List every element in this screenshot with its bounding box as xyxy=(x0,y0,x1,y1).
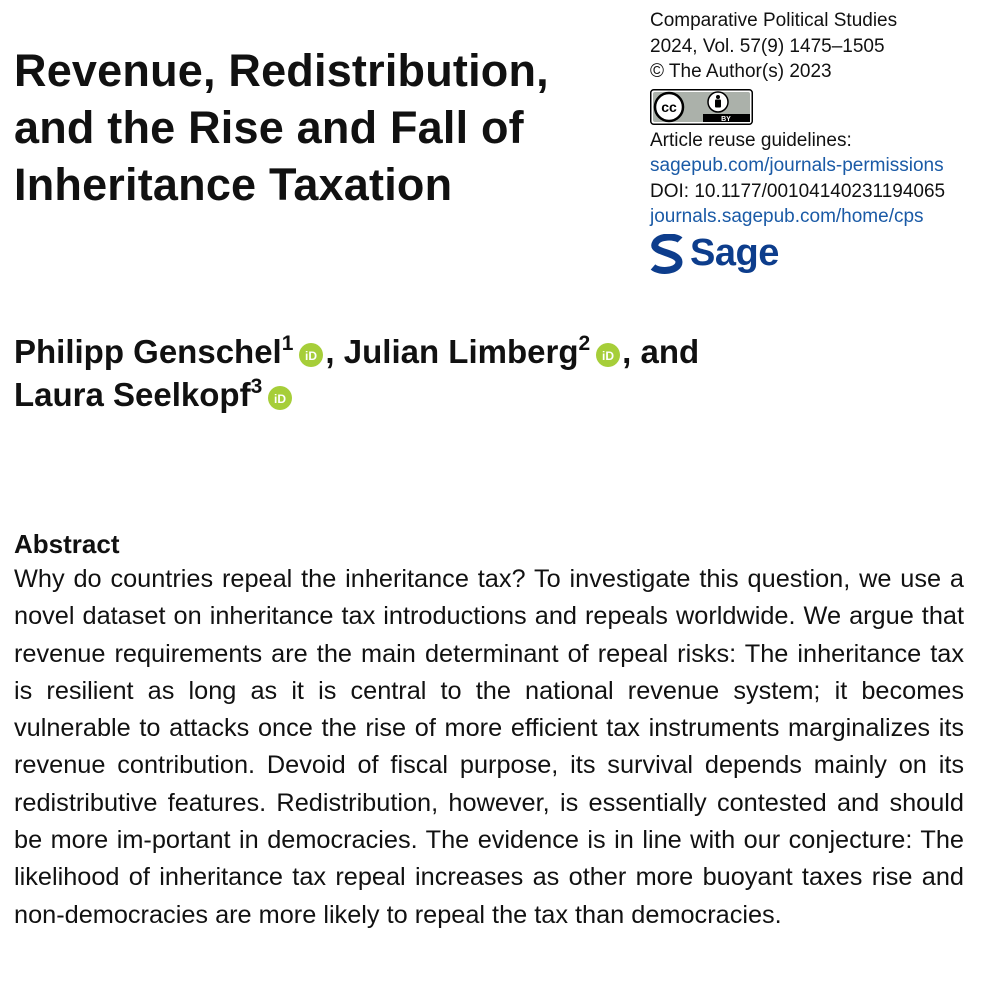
author-name: Laura Seelkopf xyxy=(14,376,251,413)
sage-logo xyxy=(650,232,985,276)
orcid-icon[interactable] xyxy=(299,343,323,367)
cc-by-license-icon[interactable] xyxy=(650,89,753,125)
journal-homepage-link[interactable]: journals.sagepub.com/home/cps xyxy=(650,206,924,227)
journal-name: Comparative Political Studies xyxy=(650,10,898,31)
author-name: Julian Limberg xyxy=(343,333,579,370)
copyright-notice: © The Author(s) 2023 xyxy=(650,61,832,82)
article-title: Revenue, Redistribution, and the Rise and Fall of Inheritance Taxation xyxy=(14,45,549,210)
volume-pages: 2024, Vol. 57(9) 1475–1505 xyxy=(650,35,885,57)
reuse-guidelines-link[interactable]: sagepub.com/journals-permissions xyxy=(650,155,944,176)
svg-text:iD: iD xyxy=(602,349,615,363)
cc-badge-by-text: BY xyxy=(721,115,731,123)
author-name: Philipp Genschel xyxy=(14,333,282,370)
author-separator: , and xyxy=(622,333,700,370)
journal-metadata xyxy=(650,8,985,276)
author-list xyxy=(14,330,914,416)
author-separator: , xyxy=(325,333,344,370)
author-affiliation: 3 xyxy=(250,375,263,398)
svg-text:iD: iD xyxy=(274,392,287,406)
publisher-name: Sage xyxy=(690,231,779,274)
cc-badge-cc-text: cc xyxy=(661,98,677,115)
reuse-label: Article reuse guidelines: xyxy=(650,129,852,151)
orcid-icon[interactable] xyxy=(596,343,620,367)
abstract-section xyxy=(14,527,964,934)
doi: DOI: 10.1177/00104140231194065 xyxy=(650,180,946,202)
abstract-body: Why do countries repeal the inheritance tax? To investigate this question, we use a novel dataset on inheritance tax introductions and repeals worldwide. We argue that revenue requirements are the main determinant of repeal risks: The inheritance tax is resilient as long as it is central to the national revenue system; it becomes vulnerable to attacks once the rise of more efficient tax instruments marginalizes its revenue contribution. Devoid of fiscal purpose, its survival depends mainly on its redistributive features. Redistribution, however, is essentially contested and should be more im-portant in democracies. The evidence is in line with our conjecture: The likelihood of inheritance tax repeal increases as other more buoyant taxes rise and non-democracies are more likely to repeal the tax than democracies. xyxy=(14,565,964,929)
sage-s-icon xyxy=(650,234,684,274)
author-affiliation: 2 xyxy=(578,332,591,355)
abstract-heading: Abstract xyxy=(14,529,120,559)
orcid-icon[interactable] xyxy=(268,386,292,410)
author-affiliation: 1 xyxy=(281,332,294,355)
svg-text:iD: iD xyxy=(305,349,318,363)
